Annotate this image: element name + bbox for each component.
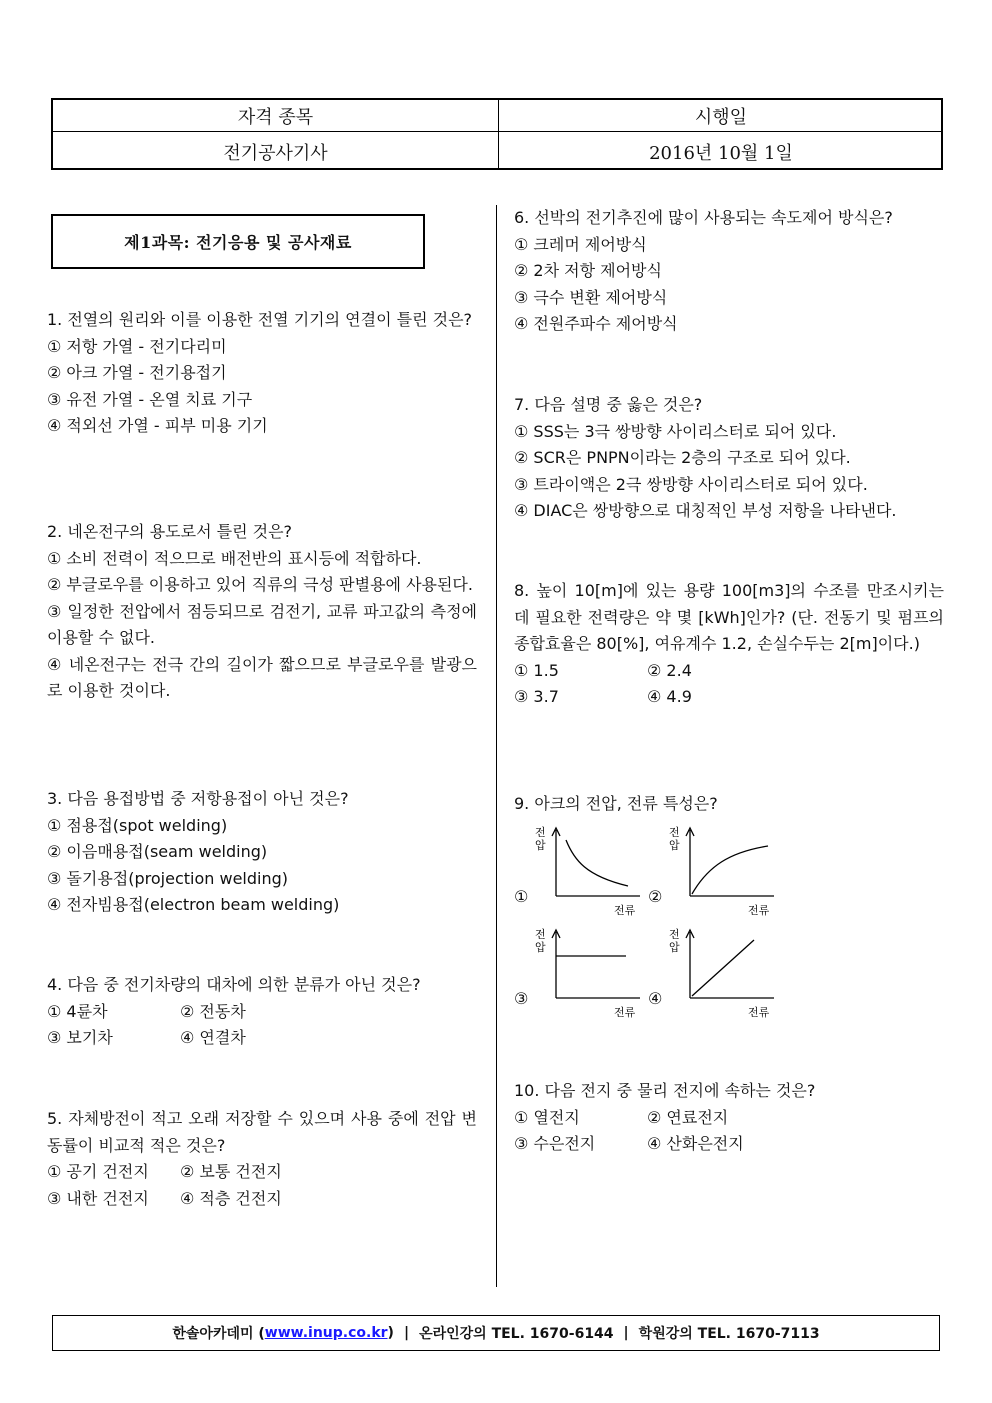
option: ③ 유전 가열 - 온열 치료 기구 — [47, 389, 253, 409]
option: ① 공기 건전지 — [47, 1162, 149, 1181]
header-date-label: 시행일 — [694, 107, 748, 128]
graph-option-1 — [534, 822, 646, 922]
footer-website-link[interactable]: www.inup.co.kr — [264, 1325, 388, 1341]
option: ③ 트라이액은 2극 쌍방향 사이리스터로 되어 있다. — [514, 474, 868, 494]
exam-header-table — [51, 98, 943, 170]
option: ② 2.4 — [647, 660, 692, 680]
header-date-value: 2016년 10월 1일 — [649, 143, 793, 164]
option: ① 크레머 제어방식 — [514, 234, 647, 254]
option: ① — [514, 887, 529, 906]
option: ② 연료전지 — [647, 1107, 729, 1127]
option: ④ DIAC은 쌍방향으로 대칭적인 부성 저항을 나타낸다. — [514, 501, 897, 520]
question-8 — [514, 578, 944, 711]
option-row — [514, 1105, 944, 1132]
option: ④ 적층 건전지 — [180, 1188, 282, 1208]
question-9-stem-block — [514, 791, 944, 818]
option: ④ 전자빔용접(electron beam welding) — [47, 895, 340, 914]
question-1 — [47, 307, 477, 440]
option: ① SSS는 3극 쌍방향 사이리스터로 되어 있다. — [514, 421, 837, 441]
x-label: 전류 — [614, 904, 636, 917]
option: ① 열전지 — [514, 1107, 580, 1127]
option-row — [47, 1186, 477, 1213]
option: ③ 일정한 전압에서 점등되므로 검전기, 교류 파고값의 측정에 이용할 수 없다. — [47, 601, 477, 647]
option: ② SCR은 PNPN이라는 2층의 구조로 되어 있다. — [514, 448, 851, 467]
question-stem: 9. 아크의 전압, 전류 특성은? — [514, 794, 718, 813]
x-label: 전류 — [614, 1006, 636, 1019]
graph-option-3 — [534, 924, 646, 1024]
option: ④ 네온전구는 전극 간의 길이가 짧으므로 부글로우를 발광으로 이용한 것이다. — [47, 654, 477, 700]
y-label-1: 전 — [669, 928, 680, 941]
option-row — [514, 1131, 944, 1158]
question-3 — [47, 786, 477, 919]
option-row — [514, 684, 944, 711]
option: ② 이음매용접(seam welding) — [47, 842, 268, 861]
option: ① 점용접(spot welding) — [47, 815, 228, 835]
question-7 — [514, 392, 944, 525]
option: ③ 보기차 — [47, 1028, 113, 1047]
option: ② 2차 저항 제어방식 — [514, 261, 662, 280]
option: ③ — [514, 989, 529, 1008]
question-stem: 5. 자체방전이 적고 오래 저장할 수 있으며 사용 중에 전압 변동률이 비교적 적은 것은? — [47, 1109, 477, 1155]
option: ① 소비 전력이 적으므로 배전반의 표시등에 적합하다. — [47, 548, 422, 568]
option: ④ 적외선 가열 - 피부 미용 기기 — [47, 416, 268, 435]
question-stem: 10. 다음 전지 중 물리 전지에 속하는 것은? — [514, 1081, 816, 1100]
question-10 — [514, 1078, 944, 1158]
footer-academy: 한솔아카데미 ( — [172, 1326, 265, 1342]
curve-decreasing — [566, 840, 628, 886]
option: ④ 4.9 — [647, 687, 692, 706]
question-stem: 6. 선박의 전기추진에 많이 사용되는 속도제어 방식은? — [514, 208, 893, 227]
option: ② — [648, 887, 663, 906]
option: ② 부글로우를 이용하고 있어 직류의 극성 판별용에 사용된다. — [47, 575, 473, 594]
question-stem: 2. 네온전구의 용도로서 틀린 것은? — [47, 522, 293, 541]
x-label: 전류 — [748, 904, 770, 917]
option: ① 저항 가열 - 전기다리미 — [47, 336, 227, 356]
question-stem: 7. 다음 설명 중 옳은 것은? — [514, 395, 703, 414]
header-subject-value: 전기공사기사 — [223, 143, 328, 164]
y-label-2: 압 — [535, 839, 546, 852]
question-4 — [47, 972, 477, 1052]
option: ② 보통 건전지 — [180, 1162, 282, 1181]
option: ③ 극수 변환 제어방식 — [514, 287, 668, 307]
footer-separator: | — [403, 1325, 410, 1341]
footer-separator: | — [623, 1325, 629, 1341]
question-stem: 4. 다음 중 전기차량의 대차에 의한 분류가 아닌 것은? — [47, 975, 421, 994]
option: ① 1.5 — [514, 660, 559, 680]
question-6 — [514, 205, 944, 338]
option: ④ 연결차 — [180, 1028, 246, 1047]
question-stem: 1. 전열의 원리와 이를 이용한 전열 기기의 연결이 틀린 것은? — [47, 310, 473, 329]
footer — [52, 1315, 940, 1351]
option-row — [47, 1025, 477, 1052]
graph-option-2 — [668, 822, 780, 922]
option: ① 4륜차 — [47, 1001, 108, 1021]
footer-paren-close: ) — [387, 1325, 394, 1341]
subject-title: 제1과목: 전기응용 및 공사재료 — [51, 214, 425, 269]
footer-online-phone: 온라인강의 TEL. 1670-6144 — [419, 1326, 614, 1342]
y-label-1: 전 — [535, 928, 546, 941]
y-label-2: 압 — [535, 941, 546, 954]
option: ④ 전원주파수 제어방식 — [514, 314, 678, 333]
option: ③ 돌기용접(projection welding) — [47, 868, 289, 888]
curve-increasing — [692, 846, 768, 894]
option-row — [47, 1159, 477, 1186]
y-label-1: 전 — [535, 826, 546, 839]
option: ③ 내한 건전지 — [47, 1188, 149, 1208]
column-divider — [496, 205, 497, 1287]
graph-option-4 — [668, 924, 780, 1024]
x-label: 전류 — [748, 1006, 770, 1019]
option: ② 아크 가열 - 전기용접기 — [47, 363, 227, 382]
y-label-2: 압 — [669, 839, 680, 852]
option: ④ 산화은전지 — [647, 1134, 744, 1153]
y-label-1: 전 — [669, 826, 680, 839]
question-2 — [47, 519, 477, 705]
line-linear — [692, 940, 754, 996]
option-row — [514, 658, 944, 685]
option: ④ — [648, 989, 663, 1008]
question-stem: 8. 높이 10[m]에 있는 용량 100[m3]의 수조를 만조시키는 데 필요한 전력량은 약 몇 [kWh]인가? (단. 전동기 및 펌프의 종합효율은 80[%], 여유계수 1.2, 손실수두는 2[m]이다.) — [514, 581, 944, 653]
question-5 — [47, 1106, 477, 1212]
header-subject-label: 자격 종목 — [237, 107, 314, 128]
option: ③ 3.7 — [514, 687, 559, 706]
option: ③ 수은전지 — [514, 1134, 596, 1153]
header-horizontal-divider — [53, 131, 941, 132]
y-label-2: 압 — [669, 941, 680, 954]
option: ② 전동차 — [180, 1001, 246, 1021]
question-stem: 3. 다음 용접방법 중 저항용접이 아닌 것은? — [47, 789, 349, 808]
footer-offline-phone: 학원강의 TEL. 1670-7113 — [638, 1326, 820, 1342]
option-row — [47, 999, 477, 1026]
